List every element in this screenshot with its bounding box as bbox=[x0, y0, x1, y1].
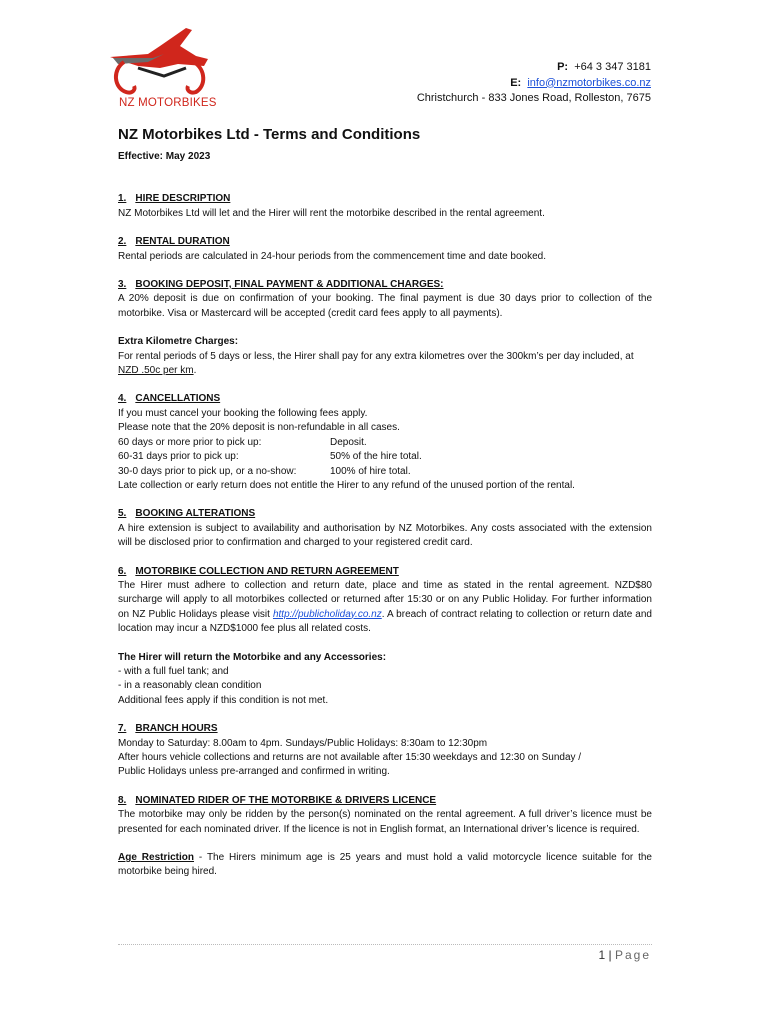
section-text: The motorbike may only be ridden by the person(s) nominated on the rental agreement. A full driver’s licence must be presented for each nominated driver. If the licence is not in English format, an International driver’s licence is required. bbox=[118, 809, 652, 835]
public-holiday-link[interactable]: http://publicholiday.co.nz bbox=[272, 608, 382, 620]
section-text: If you must cancel your booking the following fees apply. bbox=[118, 407, 368, 419]
section-text: Monday to Saturday: 8.00am to 4pm. Sundays/Public Holidays: 8:30am to 12:30pm bbox=[118, 737, 488, 749]
section-text: Late collection or early return does not entitle the Hirer to any refund of the unused portion of the rental. bbox=[118, 479, 575, 491]
age-restriction: Age Restriction - The Hirers minimum age is 25 years and must hold a valid motorcycle licence suitable for the motorbike being hired. bbox=[118, 852, 652, 878]
return-item: - in a reasonably clean condition bbox=[118, 680, 262, 692]
section-collection-return bbox=[118, 565, 652, 709]
fee-row: 60 days or more prior to pick up: Deposit. bbox=[118, 436, 367, 448]
page-footer: 1 | Page bbox=[598, 948, 651, 962]
contact-email: E: info@nzmotorbikes.co.nz bbox=[510, 76, 651, 89]
page-title: NZ Motorbikes Ltd - Terms and Conditions bbox=[118, 126, 421, 143]
logo-text: NZ MOTORBIKES bbox=[119, 97, 217, 109]
page-number: 1 bbox=[598, 948, 606, 962]
section-branch-hours bbox=[118, 722, 652, 780]
fee-row: 30-0 days prior to pick up, or a no-show: 100% of hire total. bbox=[118, 465, 411, 477]
section-heading: 1. HIRE DESCRIPTION bbox=[118, 193, 231, 205]
section-heading: 6. MOTORBIKE COLLECTION AND RETURN AGREEMENT bbox=[118, 565, 399, 577]
section-text: Rental periods are calculated in 24-hour periods from the commencement time and date booked. bbox=[118, 250, 547, 262]
section-text: A 20% deposit is due on confirmation of your booking. The final payment is due 30 days prior to collection of the motorbike. Visa or Mastercard will be accepted (credit card fees apply to all payments). bbox=[118, 293, 652, 319]
section-heading: 7. BRANCH HOURS bbox=[118, 723, 218, 735]
section-heading: 3. BOOKING DEPOSIT, FINAL PAYMENT & ADDITIONAL CHARGES: bbox=[118, 279, 444, 291]
contact-block bbox=[417, 60, 651, 107]
section-hire-description bbox=[118, 192, 652, 221]
section-text: A hire extension is subject to availability and authorisation by NZ Motorbikes. Any costs associated with the extension will be disclosed prior to confirmation and charged to your registered credit card. bbox=[118, 522, 652, 549]
section-heading: 5. BOOKING ALTERATIONS bbox=[118, 508, 256, 520]
return-heading: The Hirer will return the Motorbike and any Accessories: bbox=[118, 651, 387, 663]
return-item: - with a full fuel tank; and bbox=[118, 665, 229, 677]
section-booking-deposit bbox=[118, 278, 652, 378]
fee-row: 60-31 days prior to pick up: 50% of the hire total. bbox=[118, 451, 422, 463]
contact-phone: P: +64 3 347 3181 bbox=[557, 61, 651, 73]
section-text: The Hirer must adhere to collection and return date, place and time as stated in the rental agreement. NZD$80 surcharge will apply to all motorbikes collected or returned after 15:30 or on any Public Holiday. For further information on NZ Public Holidays please visit http://publicholiday.co.nz. A breach of contract relating to collection or return date and location may incur a NZD$1000 fee plus all related costs. bbox=[118, 579, 652, 635]
section-text: Please note that the 20% deposit is non-refundable in all cases. bbox=[118, 422, 400, 434]
email-link[interactable]: info@nzmotorbikes.co.nz bbox=[527, 76, 651, 89]
section-text: After hours vehicle collections and returns are not available after 15:30 weekdays and 12:30 on Sunday / bbox=[118, 752, 582, 763]
contact-address: Christchurch - 833 Jones Road, Rolleston, 7675 bbox=[416, 92, 651, 104]
section-text: NZ Motorbikes Ltd will let and the Hirer will rent the motorbike described in the rental agreement. bbox=[118, 207, 545, 219]
extra-km-text: For rental periods of 5 days or less, the Hirer shall pay for any extra kilometres over the 300km’s per day included, at NZD .50c per km. bbox=[118, 350, 634, 377]
section-cancellations bbox=[118, 392, 652, 493]
terms-content bbox=[118, 126, 652, 894]
section-rental-duration bbox=[118, 235, 652, 264]
return-note: Additional fees apply if this condition is not met. bbox=[118, 694, 329, 706]
section-heading: 8. NOMINATED RIDER OF THE MOTORBIKE & DRIVERS LICENCE bbox=[118, 794, 437, 806]
extra-km-heading: Extra Kilometre Charges: bbox=[118, 336, 239, 348]
section-heading: 4. CANCELLATIONS bbox=[118, 393, 221, 405]
section-booking-alterations bbox=[118, 507, 652, 550]
effective-date: Effective: May 2023 bbox=[118, 151, 211, 162]
section-nominated-rider bbox=[118, 794, 652, 880]
section-text: Public Holidays unless pre-arranged and confirmed in writing. bbox=[118, 766, 390, 778]
footer-divider bbox=[118, 944, 652, 945]
section-heading: 2. RENTAL DURATION bbox=[118, 236, 230, 248]
page-word: Page bbox=[614, 948, 651, 962]
